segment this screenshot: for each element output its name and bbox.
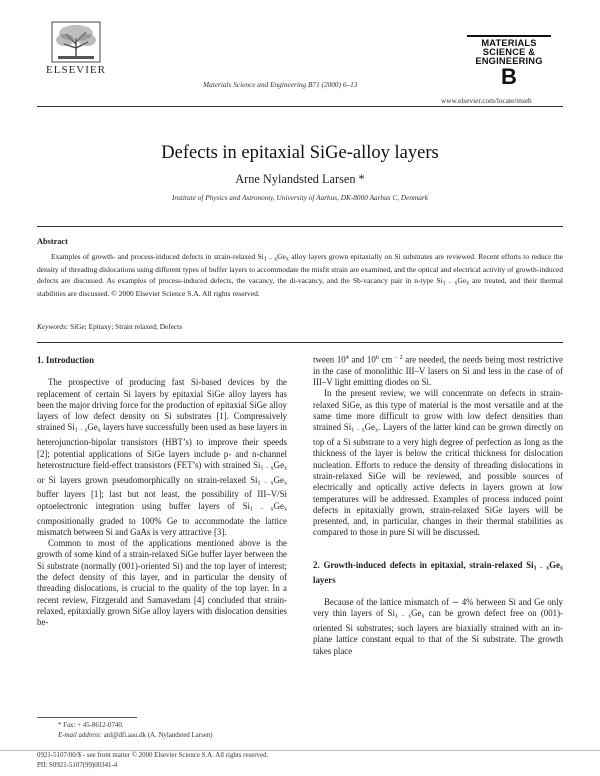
abstract-top-divider	[37, 226, 563, 227]
footnotes	[58, 721, 213, 741]
left-column	[37, 355, 287, 629]
author-affiliation: Institute of Physics and Astronomy, University of Aarhus, DK-8000 Aarhus C, Denmark	[171, 193, 429, 202]
brand-line-3: ENGINEERING	[475, 56, 543, 66]
left-paragraph-1: The prospective of producing fast Si-based devices by the replacement of certain Si layers by epitaxial SiGe alloy layers has been the major driving force for the production of epitaxial SiGe alloy layers of low defect density on Si substrates [1]. Compressively strained $Si_{1 - x}Ge_x$ layers have successfully been used as base layers in heterojunction-bipolar transistors (HBT’s) to improve their speeds [2]; potential applications of SiGe layers include p- and n-channel heterostructure field-effect transistors (FET’s) with strained $Si_{1 - x}Ge_x$ or Si layers grown pseudomorphically on strain-relaxed $Si_{1 - x}Ge_x$ buffer layers [1]; last but not least, the possibility of III–V/Si optoelectronic integration using buffer layers of $Si_{1 - x}Ge_x$ compositionally graded to 100% Ge to accommodate the lattice mismatch between Si and GaAs is very attractive [3].	[37, 377, 288, 537]
right-paragraph-1: tween $10^4$ and $10^6$ cm $^{- 2}$ are needed, the needs being most restrictive in the case of monolithic III–V lasers on Si and less in the case of of III–V light emitting diodes on Si.	[313, 354, 563, 388]
article-author: Arne Nylandsted Larsen *	[235, 172, 365, 186]
article-title: Defects in epitaxial SiGe-alloy layers	[161, 143, 439, 163]
left-paragraph-2: Common to most of the applications mentioned above is the growth of some kind of a strain-relaxed SiGe buffer layer between the Si substrate (normally (001)-oriented Si) and the top layer of interest; the defect density of this layer, and in particular the density of threading dislocations, is crucial to the quality of the top layer. In a recent review, Fitzgerald and Samavedam [4] concluded that strain-relaxed, epitaxially grown SiGe alloy layers with dislocation densities be-	[37, 538, 287, 628]
journal-url[interactable]: www.elsevier.com/locate/mseb	[441, 96, 532, 105]
abstract-body: Examples of growth- and process-induced defects in strain-relaxed $Si_{1 - x}Ge_x$ alloy layers grown epitaxially on Si substrates are reviewed. Recent efforts to reduce the density of threading dislocations using different types of buffer layers to accommodate the misfit strain are examined, and the optical and electrical activity of growth-induced defects are discussed. As examples of process-induced defects, the vacancy, the di-vacancy, and the Sb-vacancy pair in n-type $Si_{1 - x}Ge_x$ are treated, and their thermal stabilities are discussed. © 2000 Elsevier Science S.A. All rights reserved.	[37, 252, 563, 298]
journal-brand-logo	[461, 34, 557, 90]
section-heading-introduction: 1. Introduction	[37, 355, 95, 365]
right-column	[313, 353, 563, 657]
keywords-label: Keywords:	[37, 322, 69, 331]
issn-line: 0921-5107/00/$ - see front matter © 2000 Elsevier Science S.A. All rights reserved.	[37, 752, 269, 759]
section-heading-growth-defects: 2. Growth-induced defects in epitaxial, strain-relaxed $Si_{1 - x}Ge_x$ layers	[313, 559, 563, 585]
abstract-bottom-divider	[37, 342, 563, 343]
brand-line-2: SCIENCE &	[482, 47, 536, 57]
issn-block	[37, 751, 268, 771]
journal-citation: Materials Science and Engineering B71 (2000) 6–13	[203, 80, 358, 89]
brand-series-letter: B	[501, 64, 517, 89]
right-paragraph-3: Because of the lattice mismatch of ∼ 4% between Si and Ge only very thin layers of $Si_{1 - x}Ge_x$ can be grown defect free on (001)-oriented Si substrates; such layers are biaxially strained with an in-plane lattice constant equal to that of the Si substrate. The growth takes place	[313, 596, 564, 656]
elsevier-tree-emblem	[38, 20, 114, 64]
keywords-values: SiGe; Epitaxy; Strain relaxed; Defects	[68, 322, 183, 331]
header-divider	[37, 106, 563, 107]
footnote-divider	[37, 717, 137, 718]
keywords-line	[37, 322, 182, 331]
footnote-email: E-mail address: anl@dfi.aau.dk (A. Nylandsted Larsen)	[58, 732, 213, 739]
abstract-heading: Abstract	[37, 237, 68, 246]
publisher-name: ELSEVIER	[46, 64, 106, 76]
brand-rule	[467, 35, 551, 37]
brand-line-1: MATERIALS	[481, 38, 537, 48]
pii-line: PII: S0921-5107(99)00341-4	[37, 762, 118, 769]
right-paragraph-2: In the present review, we will concentrate on defects in strain-relaxed SiGe, as this type of material is the most versatile and at the same time more difficult to grow with low defect densities than strained $Si_{1 - x}Ge_x$. Layers of the latter kind can be grown directly on top of a Si substrate to a very high degree of perfection as long as the thickness of the layer is below the critical thickness for dislocation nucleation. Efforts to reduce the density of threading dislocations in strain-relaxed SiGe will be reviewed, and possible sources of electrically and optically active defects in layers grown at low temperatures will be addressed. Examples of process induced point defects in epitaxially grown, strain-relaxed SiGe layers will be presented, and, in particular, changes in their thermal stabilities as compared to those in pure Si will be discussed.	[313, 388, 564, 538]
footnote-fax: * Fax: + 45-8612-0740.	[58, 722, 124, 729]
elsevier-logo	[38, 20, 114, 78]
